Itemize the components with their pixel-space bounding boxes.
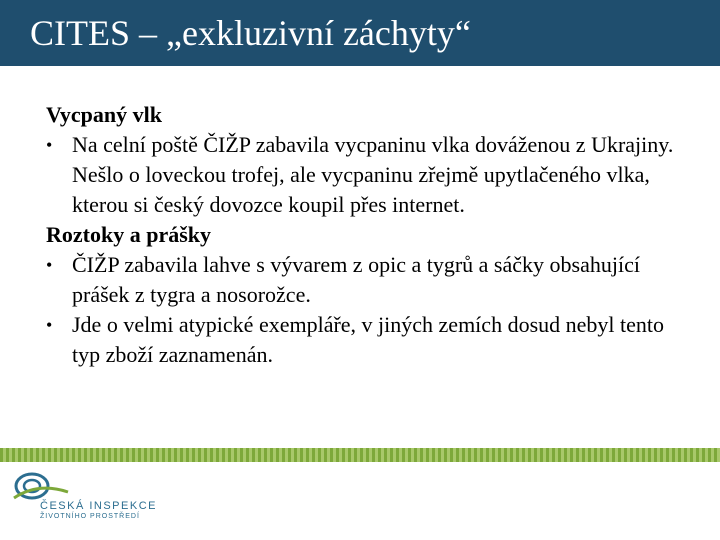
bullet-text: Na celní poště ČIŽP zabavila vycpaninu vlka dováženou z Ukrajiny. Nešlo o loveckou trofej, ale vycpaninu zřejmě upytlačeného vlka, kterou si český dovozce koupil přes internet.	[72, 132, 674, 217]
bullet-item	[46, 310, 696, 370]
logo-text-line1: ČESKÁ INSPEKCE	[40, 500, 157, 512]
bullet-icon: •	[46, 315, 53, 335]
bullet-item	[46, 130, 696, 220]
bullet-icon: •	[46, 135, 53, 155]
bullet-item	[46, 250, 696, 310]
slide-content	[46, 100, 696, 370]
green-stripe-divider	[0, 448, 720, 462]
bullet-icon: •	[46, 255, 53, 275]
bullet-text: Jde o velmi atypické exempláře, v jiných zemích dosud nebyl tento typ zboží zaznamenán.	[72, 312, 664, 367]
cizp-logo	[10, 468, 160, 528]
title-bar	[0, 0, 720, 66]
section-heading-wolf: Vycpaný vlk	[46, 102, 162, 127]
slide-title: CITES – „exkluzivní záchyty“	[30, 13, 471, 53]
section-heading-powders: Roztoky a prášky	[46, 222, 212, 247]
bullet-text: ČIŽP zabavila lahve s vývarem z opic a tygrů a sáčky obsahující prášek z tygra a nosorožce.	[72, 252, 640, 307]
logo-text-line2: ŽIVOTNÍHO PROSTŘEDÍ	[40, 513, 140, 520]
